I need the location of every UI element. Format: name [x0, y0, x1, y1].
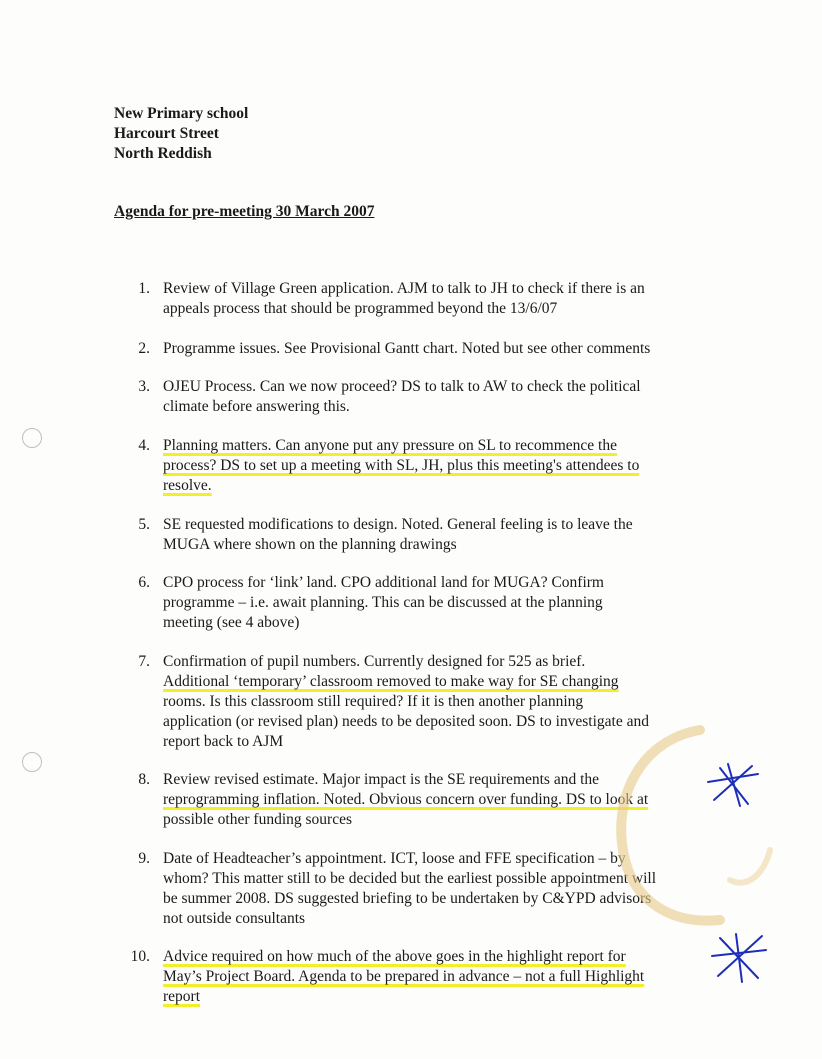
item-line-highlighted: process? DS to set up a meeting with SL, JH, plus this meeting's attendees to	[163, 457, 640, 474]
item-line: CPO process for ‘link’ land. CPO additional land for MUGA? Confirm	[163, 574, 604, 591]
item-line: climate before answering this.	[163, 398, 350, 415]
item-number: 3.	[138, 378, 150, 395]
item-line: Review of Village Green application. AJM to talk to JH to check if there is an	[163, 280, 645, 297]
address-line-1: New Primary school	[114, 105, 249, 122]
item-number: 7.	[138, 653, 150, 670]
item-line: OJEU Process. Can we now proceed? DS to talk to AW to check the political	[163, 378, 641, 395]
item-number: 1.	[138, 280, 150, 297]
item-line: not outside consultants	[163, 910, 306, 927]
item-number: 9.	[138, 850, 150, 867]
item-number: 8.	[138, 771, 150, 788]
item-line-highlighted: resolve.	[163, 477, 212, 494]
item-line-highlighted: Additional ‘temporary’ classroom removed to make way for SE changing	[163, 673, 619, 690]
item-line: Programme issues. See Provisional Gantt chart. Noted but see other comments	[163, 340, 651, 357]
address-line-2: Harcourt Street	[114, 125, 219, 142]
coffee-stain-mark	[580, 720, 780, 940]
item-line-highlighted: reprogramming inflation. Noted. Obvious concern over funding. DS to look at	[163, 791, 649, 808]
item-line: application (or revised plan) needs to be deposited soon. DS to investigate and	[163, 713, 649, 730]
item-line: Date of Headteacher’s appointment. ICT, loose and FFE specification – by	[163, 850, 626, 867]
address-line-3: North Reddish	[114, 145, 212, 162]
item-line: possible other funding sources	[163, 811, 352, 828]
item-line-highlighted: report	[163, 988, 201, 1005]
item-line: programme – i.e. await planning. This can be discussed at the planning	[163, 594, 603, 611]
hole-punch-top	[22, 428, 42, 448]
item-line: Review revised estimate. Major impact is the SE requirements and the	[163, 771, 600, 788]
item-number: 5.	[138, 516, 150, 533]
pen-asterisk-icon	[700, 760, 764, 810]
item-line: report back to AJM	[163, 733, 284, 750]
item-number: 10.	[130, 948, 150, 965]
item-line-highlighted: Advice required on how much of the above goes in the highlight report for	[163, 948, 626, 965]
item-line: be summer 2008. DS suggested briefing to be undertaken by C&YPD advisors	[163, 890, 652, 907]
agenda-title: Agenda for pre-meeting 30 March 2007	[114, 203, 375, 220]
item-number: 2.	[138, 340, 150, 357]
item-line: whom? This matter still to be decided but the earliest possible appointment will	[163, 870, 657, 887]
item-line-highlighted: May’s Project Board. Agenda to be prepared in advance – not a full Highlight	[163, 968, 645, 985]
item-line: meeting (see 4 above)	[163, 614, 300, 631]
item-number: 6.	[138, 574, 150, 591]
school-address	[114, 104, 248, 164]
item-line: rooms. Is this classroom still required? If it is then another planning	[163, 693, 584, 710]
item-line-highlighted: Planning matters. Can anyone put any pressure on SL to recommence the	[163, 437, 617, 454]
pen-asterisk-icon	[706, 930, 770, 986]
item-line: Confirmation of pupil numbers. Currently designed for 525 as brief.	[163, 653, 586, 670]
item-line: MUGA where shown on the planning drawings	[163, 536, 457, 553]
item-line: appeals process that should be programmed beyond the 13/6/07	[163, 300, 558, 317]
item-number: 4.	[138, 437, 150, 454]
item-line: SE requested modifications to design. Noted. General feeling is to leave the	[163, 516, 633, 533]
hole-punch-bottom	[22, 752, 42, 772]
